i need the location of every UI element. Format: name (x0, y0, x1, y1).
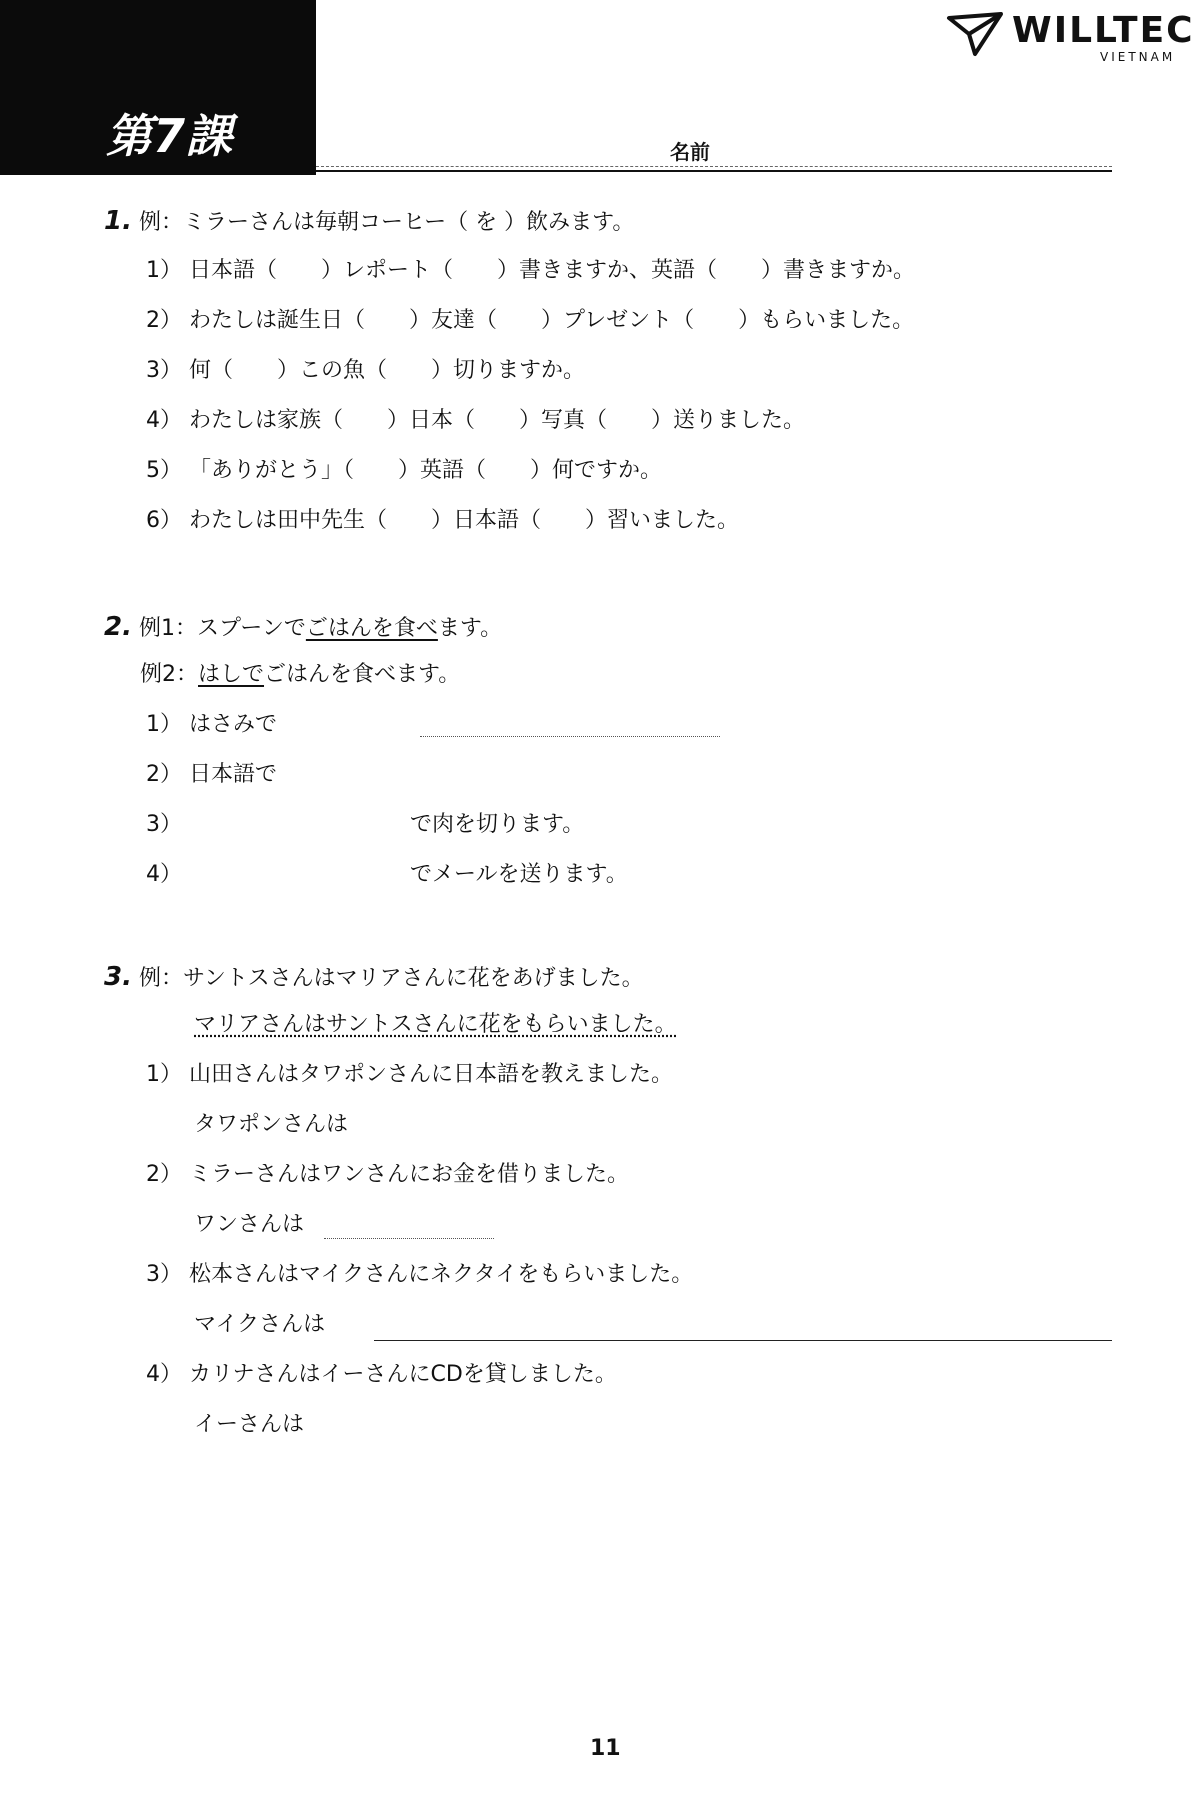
item-number: 1） (146, 258, 182, 283)
item-number: 4） (146, 862, 182, 887)
item-number: 3） (146, 1262, 182, 1287)
item-text: 何（ ）この魚（ ）切りますか。 (189, 358, 586, 383)
item-number: 1） (146, 712, 182, 737)
answer-prefix: ワンさんは (194, 1212, 305, 1237)
section1-item (146, 410, 805, 432)
section3-item (146, 1364, 617, 1386)
logo-icon (945, 12, 1005, 58)
section2-item (146, 764, 277, 786)
section2-example2 (140, 664, 460, 686)
section2-item (146, 864, 182, 886)
answer-line[interactable] (374, 1340, 1112, 1341)
section1-item (146, 310, 914, 332)
item-text: 日本語（ ）レポート（ ）書きますか、英語（ ）書きますか。 (189, 258, 916, 283)
item-number: 6） (146, 508, 182, 533)
item-number: 3） (146, 358, 182, 383)
answer-prefix: マイクさんは (194, 1312, 326, 1337)
item-number: 4） (146, 1362, 182, 1387)
example2-prefix: 例2： (140, 662, 198, 687)
item-text: 松本さんはマイクさんにネクタイをもらいました。 (189, 1262, 694, 1287)
item-number: 5） (146, 458, 182, 483)
example1-prefix: 例1：スプーンで (138, 616, 306, 641)
name-dashed-line (316, 166, 1112, 167)
item-number: 2） (146, 308, 182, 333)
item-text: わたしは家族（ ）日本（ ）写真（ ）送りました。 (189, 408, 806, 433)
section3-example (104, 964, 644, 990)
name-line (316, 170, 1112, 172)
item-number: 3） (146, 812, 182, 837)
section2-item-text: でメールを送ります。 (410, 862, 628, 887)
example-line1: 例：サントスさんはマリアさんに花をあげました。 (138, 966, 644, 991)
answer-line[interactable] (324, 1238, 494, 1239)
section2-example1 (104, 614, 502, 640)
item-text: 「ありがとう」（ ）英語（ ）何ですか。 (189, 458, 663, 483)
example1-suffix: ます。 (437, 616, 503, 641)
example1-underlined: ごはんを食べ (305, 616, 438, 641)
section1-item (146, 510, 739, 532)
section2-item (146, 814, 182, 836)
item-number: 2） (146, 762, 182, 787)
section2-number: 2. (104, 612, 132, 642)
name-label: 名前 (670, 140, 710, 164)
answer-prefix: イーさんは (194, 1412, 305, 1437)
section1-number: 1. (104, 206, 132, 236)
section2-item-text: で肉を切ります。 (410, 812, 585, 837)
logo-text: WILLTEC (1012, 10, 1195, 51)
example2-underlined: はしで (198, 662, 265, 687)
section1-item (146, 360, 585, 382)
item-text: 山田さんはタワポンさんに日本語を教えました。 (189, 1062, 674, 1087)
item-text: わたしは誕生日（ ）友達（ ）プレゼント（ ）もらいました。 (189, 308, 915, 333)
item-number: 4） (146, 408, 182, 433)
logo-subtext: VIETNAM (1100, 50, 1176, 64)
item-number: 2） (146, 1162, 182, 1187)
section1-item (146, 460, 662, 482)
section3-item (146, 1164, 629, 1186)
answer-line[interactable] (420, 736, 720, 737)
section3-item (146, 1064, 673, 1086)
section3-example-line2 (194, 1014, 677, 1036)
section3-item (146, 1264, 693, 1286)
item-text: カリナさんはイーさんにCDを貸しました。 (189, 1362, 617, 1387)
page-number: 11 (590, 1736, 621, 1761)
section1-example (104, 208, 634, 234)
item-text: はさみで (189, 712, 278, 737)
section2-item (146, 714, 277, 736)
item-text: ミラーさんはワンさんにお金を借りました。 (189, 1162, 630, 1187)
section1-example-text: 例：ミラーさんは毎朝コーヒー（ を ）飲みます。 (138, 210, 635, 235)
item-number: 1） (146, 1062, 182, 1087)
example-line2: マリアさんはサントスさんに花をもらいました。 (194, 1012, 677, 1037)
answer-prefix: タワポンさんは (194, 1112, 349, 1137)
item-text: 日本語で (189, 762, 278, 787)
item-text: わたしは田中先生（ ）日本語（ ）習いました。 (189, 508, 740, 533)
section3-number: 3. (104, 962, 132, 992)
section1-item (146, 260, 915, 282)
lesson-title: 第7課 (106, 109, 234, 163)
example2-suffix: ごはんを食べます。 (264, 662, 461, 687)
